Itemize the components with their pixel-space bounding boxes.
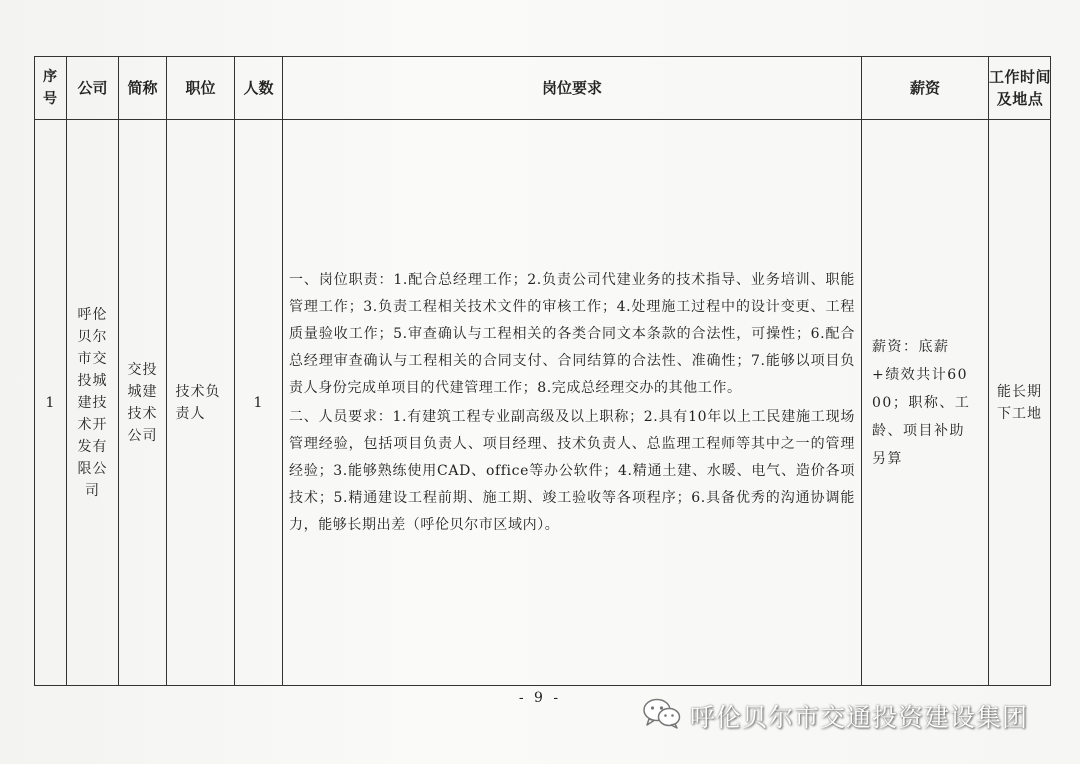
cell-time-location: 能长期下工地 (989, 120, 1051, 686)
cell-salary: 薪资：底薪+绩效共计6000；职称、工龄、项目补助另算 (862, 120, 989, 686)
header-seq: 序号 (35, 57, 67, 120)
watermark-text: 呼伦贝尔市交通投资建设集团 (690, 703, 1029, 732)
header-company: 公司 (67, 57, 119, 120)
requirements-qualifications: 二、人员要求：1.有建筑工程专业副高级及以上职称；2.具有10年以上工民建施工现场管理经验，包括项目负责人、项目经理、技术负责人、总监理工程师等其中之一的管理经验；3.能够熟练使用CAD、office等办公软件；4.精通土建、水暖、电气、造价各项技术；5.精通建设工程前期、施工期、竣工验收等各项程序；6.具备优秀的沟通协调能力，能够长期出差（呼伦贝尔市区域内）。 (289, 408, 855, 533)
watermark (642, 697, 1028, 735)
header-count: 人数 (235, 57, 283, 120)
requirements-duties: 一、岗位职责：1.配合总经理工作；2.负责公司代建业务的技术指导、业务培训、职能管理工作；3.负责工程相关技术文件的审核工作；4.处理施工过程中的设计变更、工程质量验收工作；5.审查确认与工程相关的各类合同文本条款的合法性，可操性；6.配合总经理审查确认与工程相关的合同支付、合同结算的合法性、准确性；7.能够以项目负责人身份完成单项目的代建管理工作；8.完成总经理交办的其他工作。 (289, 271, 855, 396)
cell-company: 呼伦贝尔市交投城建技术开发有限公司 (67, 120, 119, 686)
cell-requirements (283, 120, 862, 686)
page-number: - 9 - (518, 690, 562, 706)
header-position: 职位 (167, 57, 235, 120)
header-abbr: 简称 (119, 57, 167, 120)
job-posting-table (34, 56, 1051, 686)
cell-count: 1 (235, 120, 283, 686)
table-row (35, 120, 1051, 686)
table-header (35, 57, 1051, 120)
header-time-location: 工作时间及地点 (989, 57, 1051, 120)
header-salary: 薪资 (862, 57, 989, 120)
cell-abbr: 交投城建技术公司 (119, 120, 167, 686)
wechat-icon (642, 697, 682, 735)
header-requirements: 岗位要求 (283, 57, 862, 120)
cell-position: 技术负责人 (167, 120, 235, 686)
cell-seq: 1 (35, 120, 67, 686)
